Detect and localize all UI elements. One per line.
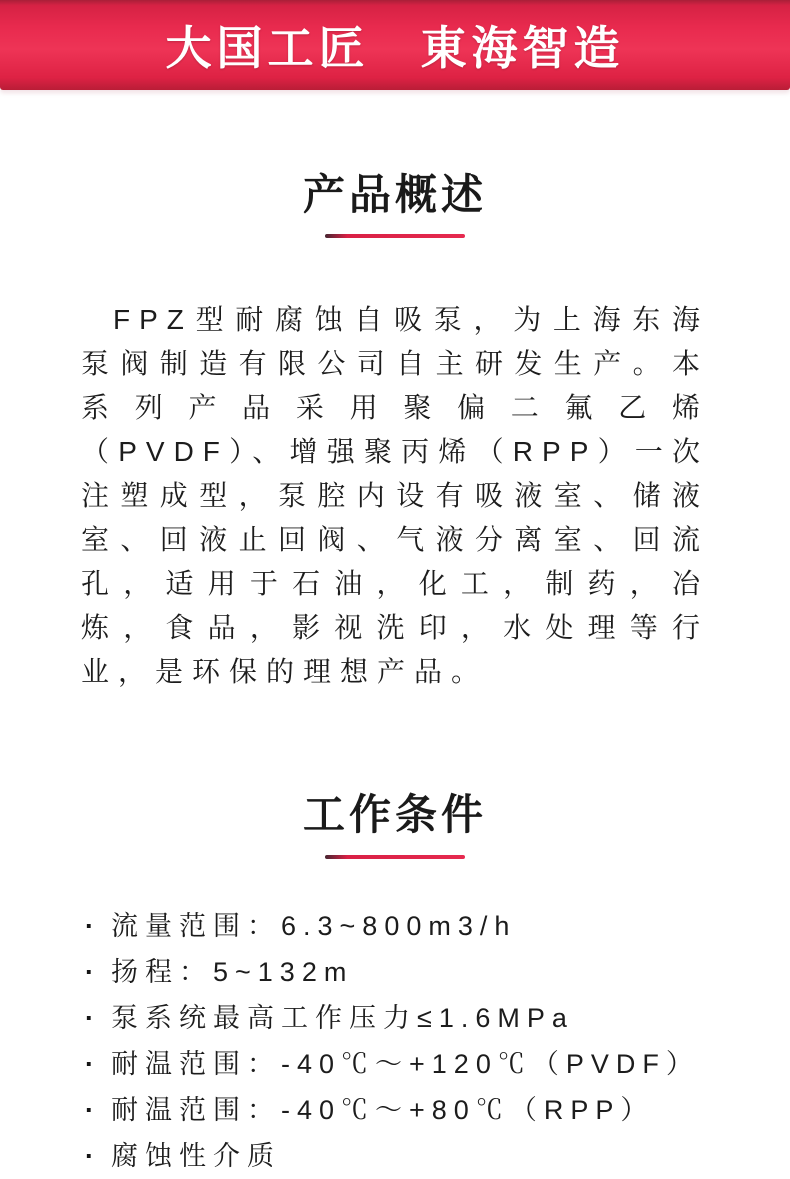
- list-item-text: 泵系统最高工作压力≤1.6MPa: [111, 1002, 574, 1033]
- overview-heading: 产品概述: [302, 171, 487, 218]
- conditions-heading: 工作条件: [302, 791, 487, 839]
- bullet-icon: ·: [85, 910, 94, 941]
- overview-paragraph: FPZ型耐腐蚀自吸泵，为上海东海泵阀制造有限公司自主研发生产。本系列产品采用聚偏二氟乙烯（PVDF）、增强聚丙烯（RPP）一次注塑成型，泵腔内设有吸液室、储液室、回液止回阀、气液分离室、回流孔，适用于石油，化工，制药，冶炼，食品，影视洗印，水处理等行业，是环保的理想产品。: [81, 304, 709, 688]
- list-item: [85, 1133, 745, 1179]
- list-item: [85, 903, 745, 949]
- list-item: [85, 949, 745, 995]
- list-item-text: 耐温范围：-40℃～+120℃（PVDF）: [111, 1048, 700, 1079]
- banner-title: 大国工匠 東海智造: [165, 22, 625, 74]
- bullet-icon: ·: [85, 1140, 94, 1171]
- list-item: [85, 1041, 745, 1087]
- overview-heading-underline: [325, 234, 465, 238]
- list-item-text: 耐温范围：-40℃～+80℃（RPP）: [111, 1094, 655, 1125]
- section-overview: [0, 170, 790, 694]
- list-item-text: 扬程：5~132m: [111, 956, 354, 987]
- list-item: [85, 995, 745, 1041]
- bullet-icon: ·: [85, 1094, 94, 1125]
- list-item-text: 流量范围：6.3~800m3/h: [111, 910, 517, 941]
- bullet-icon: ·: [85, 1048, 94, 1079]
- header-banner: [0, 0, 790, 90]
- list-item-text: 腐蚀性介质: [111, 1140, 281, 1171]
- section-conditions: [0, 790, 790, 1178]
- list-item: [85, 1087, 745, 1133]
- bullet-icon: ·: [85, 1002, 94, 1033]
- conditions-list: [0, 903, 745, 1179]
- conditions-heading-underline: [325, 855, 465, 859]
- bullet-icon: ·: [85, 956, 94, 987]
